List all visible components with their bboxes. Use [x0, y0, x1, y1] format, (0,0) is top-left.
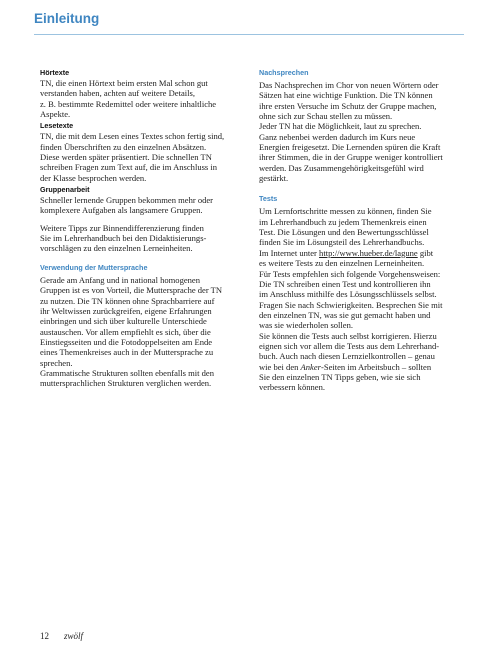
text-line: verstanden haben, achten auf weitere Details,: [40, 88, 195, 99]
heading-lesetexte: Lesetexte: [40, 121, 74, 131]
heading-muttersprache: Verwendung der Muttersprache: [40, 262, 148, 272]
para-nachsprechen: [259, 80, 463, 183]
page-number: 12: [40, 631, 49, 641]
para-hoertexte: [40, 78, 252, 119]
tests-lines-end: [259, 372, 463, 393]
tests-anker-line: [259, 362, 463, 372]
text-line: buch. Auch nach diesen Lernzielkontrollen – genau: [259, 351, 435, 362]
text-line: ihre ersten Versuche im Schutz der Gruppe machen,: [259, 100, 437, 111]
tests-link-prefix: Im Internet unter: [259, 247, 320, 258]
text-line: im Lehrerhandbuch zu jedem Themenkreis einen: [259, 216, 427, 227]
text-line: TN, die einen Hörtext beim ersten Mal schon gut: [40, 78, 208, 88]
anker-suffix: -Seiten im Arbeitsbuch – sollten: [320, 361, 432, 372]
text-line: Jeder TN hat die Möglichkeit, laut zu sprechen.: [259, 121, 422, 132]
text-line: Weitere Tipps zur Binnendifferenzierung finden: [40, 222, 204, 233]
text-line: werden. Das Zusammengehörigkeitsgefühl wird: [259, 162, 424, 173]
tests-lines-after: [259, 258, 463, 361]
para-gruppenarbeit: [40, 195, 252, 216]
anker-word: Anker: [300, 361, 321, 372]
text-line: sprechen.: [40, 357, 73, 368]
text-line: Einstiegsseiten und die Fotodoppelseiten am Ende: [40, 336, 213, 347]
text-line: Gerade am Anfang und in national homogenen: [40, 274, 200, 285]
text-line: finden Überschriften zu den einzelnen Absätzen.: [40, 141, 207, 152]
heading-gruppenarbeit: Gruppenarbeit: [40, 185, 90, 195]
tests-link-suffix: gibt: [417, 247, 434, 258]
page-title: Einleitung: [34, 11, 100, 26]
left-column: [40, 68, 252, 389]
text-line: Grammatische Strukturen sollten ebenfalls mit den: [40, 367, 214, 378]
text-line: Die TN schreiben einen Test und kontrollieren ihn: [259, 278, 431, 289]
text-line: Energien freigesetzt. Die Lernenden spüren die Kraft: [259, 142, 441, 153]
text-line: Sie den einzelnen TN Tipps geben, wie sie sich: [259, 371, 421, 382]
text-line: Diese werden später präsentiert. Die schnellen TN: [40, 152, 212, 163]
text-line: Gruppen ist es von Vorteil, die Muttersprache der TN: [40, 285, 223, 296]
heading-nachsprechen: Nachsprechen: [259, 68, 309, 77]
text-line: Test. Die Lösungen und den Bewertungsschlüssel: [259, 227, 429, 238]
para-tests: [259, 206, 463, 392]
text-line: was sie wiederholen sollen.: [259, 320, 353, 331]
text-line: Das Nachsprechen im Chor von neuen Wörtern oder: [259, 80, 439, 90]
text-line: eines Themenkreises auch in der Muttersprache zu: [40, 347, 214, 358]
text-line: Für Tests empfehlen sich folgende Vorgehensweisen:: [259, 268, 441, 279]
text-line: Ganz nebenbei werden dadurch im Kurs neue: [259, 131, 416, 142]
right-column: [259, 68, 463, 393]
page-number-word: zwölf: [64, 631, 84, 641]
text-line: verbessern können.: [259, 382, 325, 393]
text-line: komplexere Aufgaben als langsamere Gruppen.: [40, 205, 203, 216]
tests-lines-before: [259, 206, 463, 247]
text-line: muttersprachlichen Strukturen verglichen werden.: [40, 378, 212, 389]
text-line: ihrer Stimmen, die in der Gruppe weniger kontrolliert: [259, 152, 443, 163]
text-line: es weitere Tests zu den einzelnen Lerneinheiten.: [259, 258, 425, 269]
text-line: den einzelnen TN, was sie gut gemacht haben und: [259, 309, 431, 320]
text-line: Um Lernfortschritte messen zu können, finden Sie: [259, 206, 432, 217]
text-line: eignen sich vor allem die Tests aus dem Lehrerhand-: [259, 340, 440, 351]
text-line: Fragen Sie nach Schwierigkeiten. Besprechen Sie mit: [259, 299, 443, 310]
text-line: schreiben Fragen zum Text auf, die im Anschluss in: [40, 162, 218, 173]
text-line: ihr Weltwissen zurückgreifen, eigene Erfahrungen: [40, 305, 212, 316]
para-tipps: [40, 223, 252, 254]
text-line: gestärkt.: [259, 173, 289, 184]
hueber-link[interactable]: http://www.hueber.de/lagune: [319, 247, 418, 258]
text-line: einbringen und sich über kulturelle Unterschiede: [40, 316, 207, 327]
heading-hoertexte: Hörtexte: [40, 68, 70, 77]
text-line: z. B. bestimmte Redemittel oder weitere inhaltliche: [40, 98, 217, 109]
text-line: vorschlägen zu den einzelnen Lerneinheiten.: [40, 243, 193, 254]
text-line: ohne sich zur Schau stellen zu müssen.: [259, 111, 393, 122]
text-line: der Klasse besprochen werden.: [40, 172, 147, 183]
para-muttersprache: [40, 275, 252, 389]
text-line: zu nutzen. Die TN können ohne Sprachbarriere auf: [40, 295, 215, 306]
text-line: im Anschluss mithilfe des Lösungsschlüssels selbst.: [259, 289, 437, 300]
text-line: Schneller lernende Gruppen bekommen mehr oder: [40, 195, 214, 206]
text-line: TN, die mit dem Lesen eines Textes schon fertig sind,: [40, 131, 225, 142]
text-line: finden Sie im Lösungsteil des Lehrerhandbuchs.: [259, 237, 425, 248]
anker-prefix: wie bei den: [259, 361, 301, 372]
text-line: austauschen. Vor allem empfiehlt es sich, über die: [40, 326, 211, 337]
text-line: Sie können die Tests auch selbst korrigieren. Hierzu: [259, 330, 437, 341]
text-line: Sätzen hat eine wichtige Funktion. Die TN können: [259, 90, 433, 101]
text-line: Sie im Lehrerhandbuch bei den Didaktisierungs-: [40, 233, 207, 244]
para-lesetexte: [40, 131, 252, 183]
heading-tests: Tests: [259, 194, 278, 204]
header-rule: [34, 34, 464, 35]
text-line: Aspekte.: [40, 109, 71, 120]
tests-link-line: [259, 248, 463, 258]
